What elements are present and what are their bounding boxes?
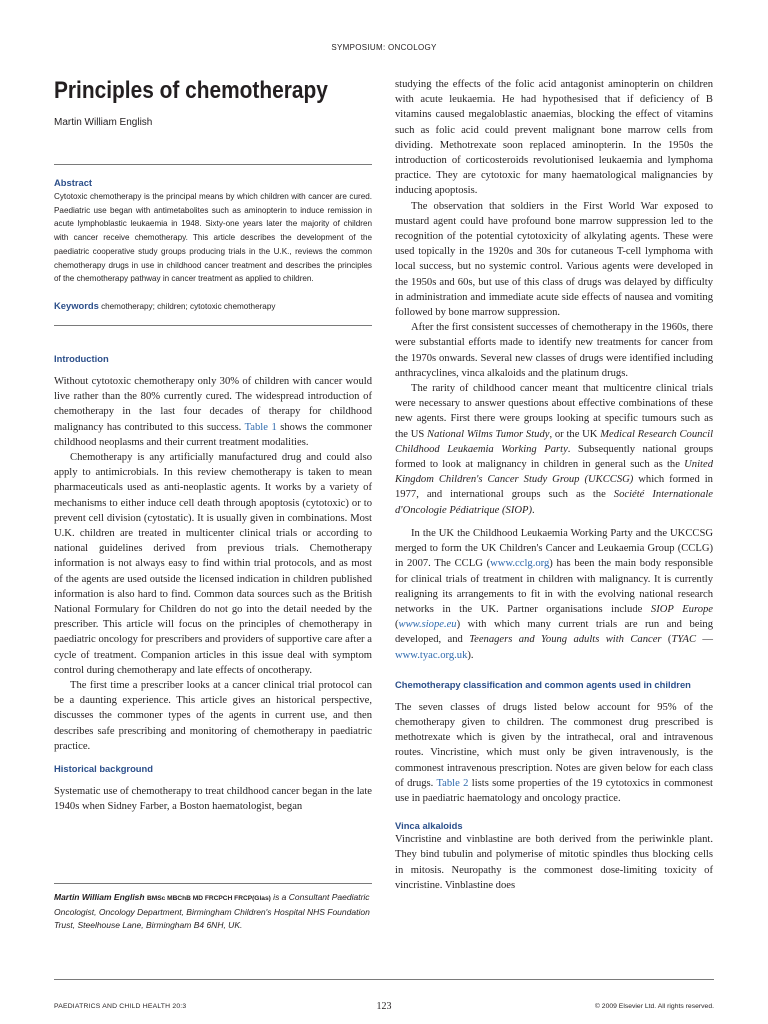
table-2-link[interactable]: Table 2 bbox=[436, 777, 469, 789]
classification-paragraph-1: The seven classes of drugs listed below account for 95% of the chemotherapy given to children. The commonest drug prescribed is methotrexate which is given by the intrathecal, oral and intravenous routes. Vincristine, which must only be given intravenously, is the commonest intravenous prescription. Notes are given below for each class of drugs. Table 2 lists some properties of the 19 cytotoxics in commonest use in paediatric haematology and oncology practice. bbox=[395, 701, 713, 804]
author-footnote bbox=[54, 891, 372, 933]
vinca-paragraph-1: Vincristine and vinblastine are both derived from the periwinkle plant. They bind tubulin and polymerise of mitotic spindles thus blocking cells in mitosis. Neuropathy is the commonest dose-limiting toxicity of vincristine. Vinblastine does bbox=[395, 834, 713, 891]
footer-rule bbox=[54, 979, 714, 980]
article-author: Martin William English bbox=[54, 117, 153, 128]
vinca-heading: Vinca alkaloids bbox=[395, 820, 463, 832]
historical-paragraph-1: Systematic use of chemotherapy to treat childhood cancer began in the late 1940s when Sidney Farber, a Boston haematologist, began bbox=[54, 786, 372, 813]
footnote-text: is a Consultant Paediatric Oncologist, Oncology Department, Birmingham Children's Hospital NHS Foundation Trust, Steelhouse Lane, Birmingham B4 6NH, UK. bbox=[54, 892, 370, 931]
journal-citation: PAEDIATRICS AND CHILD HEALTH 20:3 bbox=[54, 1003, 187, 1010]
classification-heading: Chemotherapy classification and common agents used in children bbox=[395, 678, 691, 690]
historical-heading: Historical background bbox=[54, 763, 153, 774]
abstract-box bbox=[54, 151, 372, 326]
introduction-paragraph-2: Chemotherapy is any artificially manufactured drug and could also apply to antimicrobials. In this review chemotherapy is taken to mean pharmaceuticals used as anti-neoplastic agents. It works by a variety of mechanisms to either induce cell death through apoptosis (cytotoxic) or to prevent cell division (cytostatic). It is usually given in combinations. Most U.K. children are treated in multicenter clinical trials or according to national guidelines derived from previous trials. Chemotherapy information is not always easy to find within trial protocols, and as most of the agents are used outside the licensed indication in children published information is also hard to find. Common data sources such as the British National Formulary for Children do not go into the detail needed by the prescriber. This article will focus on the principles of chemotherapy in paediatric oncology for prescribers and providers of supportive care after a cycle of treatment. Companion articles in this issue deal with symptom control during chemotherapy and late effects of oncotherapy. bbox=[54, 451, 372, 676]
running-header: SYMPOSIUM: ONCOLOGY bbox=[331, 43, 437, 52]
footnote-author-name: Martin William English bbox=[54, 892, 145, 902]
abstract-heading: Abstract bbox=[54, 177, 93, 188]
tyac-link[interactable]: www.tyac.org.uk bbox=[395, 649, 468, 661]
cclg-link[interactable]: www.cclg.org bbox=[490, 558, 550, 570]
page-number: 123 bbox=[376, 1001, 392, 1012]
introduction-heading: Introduction bbox=[54, 352, 109, 364]
keywords-line bbox=[54, 299, 372, 313]
introduction-paragraph-1: Without cytotoxic chemotherapy only 30% of children with cancer would live rather than the 80% currently cured. The widespread introduction of chemotherapy in the last four decades of therapy for childhood malignancy has contributed to this success. Table 1 shows the commoner childhood neoplasms and their current treatment modalities. bbox=[54, 375, 373, 448]
table-1-link[interactable]: Table 1 bbox=[244, 421, 277, 433]
article-title: Principles of chemotherapy bbox=[54, 77, 328, 104]
historical-paragraph-2: The observation that soldiers in the First World War exposed to mustard agent could have profound bone marrow suppression led to the recognition of the potential cytotoxicity of alkylating agents. These were used topically in the 1920s and 30s for cutaneous T-cell lymphoma with local success, but no systemic control. Various agents were developed in the 1950s and 60s, but use of this class of drugs was delayed by difficulty in administration and immediate acute side effects of nausea and vomiting followed by bone marrow suppression. bbox=[395, 200, 713, 319]
historical-paragraph-1-continued: studying the effects of the folic acid antagonist aminopterin on children with acute leukaemia. He had hypothesised that if deficiency of B vitamins caused megaloblastic anaemias, blocking the effect of vitamins such as folic acid could prevent malignant bone marrow cells from dividing. Methotrexate soon replaced aminopterin. In the 1950s the introduction of corticosteroids revolutionised leukaemia and lymphoma practice. They are cytotoxic for many haematological malignancies by inducing apoptosis. bbox=[395, 79, 713, 197]
introduction-paragraph-3: The first time a prescriber looks at a cancer clinical trial protocol can be a daunting experience. This article gives an historical perspective, discusses the commoner types of the agents in current use, and then describes safe prescribing and monitoring of chemotherapy in paediatric practice. bbox=[54, 679, 372, 752]
copyright-notice: © 2009 Elsevier Ltd. All rights reserved. bbox=[594, 1003, 714, 1010]
left-column bbox=[54, 76, 372, 814]
keywords-text: chemotherapy; children; cytotoxic chemotherapy bbox=[101, 301, 276, 311]
abstract-text: Cytotoxic chemotherapy is the principal means by which children with cancer are cured. Paediatric use began with antimetabolites such as aminopterin to induce remission in acute lymphoblastic leukaemia in 1948. Sixty-one years later the majority of children with cancer receive chemotherapy. This article describes the development of the paediatric cooperative study groups producing trials in the U.K., reviews the common chemotherapy drugs in use in childhood cancer treatment and describes the principles of the chemotherapy pathway in cancer treatment as applied to children. bbox=[54, 192, 372, 284]
historical-paragraph-4: The rarity of childhood cancer meant that multicentre clinical trials were necessary to answer questions about effective combinations of these new agents. First there were groups looking at specific tumours such as the US National Wilms Tumor Study, or the UK Medical Research Council Childhood Leukaemia Working Party. Subsequently national groups formed to look at malignancy in children in general such as the United Kingdom Children's Cancer Study Group (UKCCSG) which formed in 1977, and international groups such as the Société Internationale d'Oncologie Pédiatrique (SIOP). bbox=[395, 383, 714, 516]
historical-paragraph-5: In the UK the Childhood Leukaemia Working Party and the UKCCSG merged to form the UK Children's Cancer and Leukaemia Group (CCLG) in 2007. The CCLG (www.cclg.org) has been the main body responsible for clinical trials of treatment in children with malignancy. It is currently realigning its arrangements to fit in with the evolving national research networks in the UK. Partner organisations include SIOP Europe (www.siope.eu) with which many current trials are run and being developed, and Teenagers and Young adults with Cancer (TYAC — www.tyac.org.uk). bbox=[395, 527, 713, 661]
footnote-rule bbox=[54, 883, 372, 884]
historical-paragraph-3: After the first consistent successes of chemotherapy in the 1960s, there were substantial efforts made to identify new treatments for cancer from the 1970s onwards. Several new classes of drugs were identified including anthracyclines, vinca alkaloids and the platinum drugs. bbox=[395, 322, 713, 379]
footnote-degrees: BMSc MBChB MD FRCPCH FRCP(Glas) bbox=[146, 895, 271, 902]
siope-link[interactable]: www.siope.eu bbox=[398, 619, 457, 631]
keywords-label: Keywords bbox=[54, 299, 99, 311]
right-column bbox=[395, 77, 713, 893]
